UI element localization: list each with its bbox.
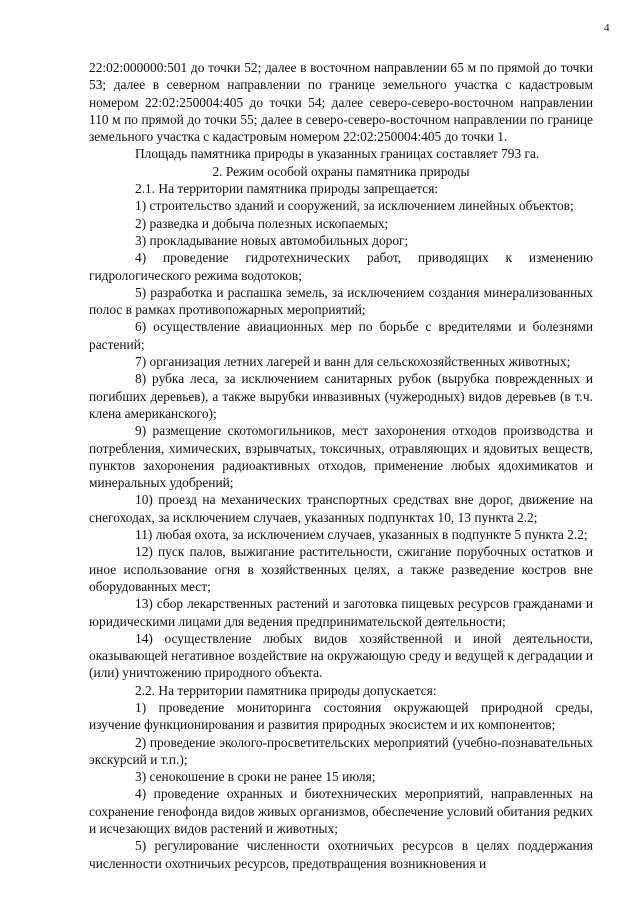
prohibited-item: 13) сбор лекарственных растений и заготовка пищевых ресурсов гражданами и юридическими лицами для ведения предпринимательской деятельности;: [89, 596, 593, 629]
allowed-intro: 2.2. На территории памятника природы допускается:: [135, 682, 437, 698]
section-heading: 2. Режим особой охраны памятника природы: [212, 163, 470, 179]
boundary-paragraph: 22:02:000000:501 до точки 52; далее в восточном направлении 65 м по прямой до точки 53; далее в северном направлении по границе земельного участка с кадастровым номером 22:02:250004:405 до точки 54; далее северо-северо-восточном направлении 110 м по прямой до точки 55; далее в северо-северо-восточном направлении по границе земельного участка с кадастровым номером 22:02:250004:405 до точки 1.: [89, 60, 593, 145]
allowed-item: 5) регулирование численности охотничьих ресурсов в целях поддержания численности охотничьих ресурсов, предотвращения возникновения и: [89, 838, 593, 871]
prohibited-item: 11) любая охота, за исключением случаев, указанных в подпункте 5 пункта 2.2;: [135, 527, 588, 543]
prohibited-item: 1) строительство зданий и сооружений, за исключением линейных объектов;: [135, 198, 574, 214]
allowed-item: 1) проведение мониторинга состояния окружающей природной среды, изучение функционирования и развития природных экосистем и их компонентов;: [89, 699, 593, 733]
allowed-item: 2) проведение эколого-просветительских мероприятий (учебно-познавательных экскурсий и т.п.);: [89, 734, 593, 767]
area-paragraph: Площадь памятника природы в указанных границах составляет 793 га.: [135, 146, 540, 162]
page-number: 4: [604, 22, 610, 34]
prohibited-item: 14) осуществление любых видов хозяйственной и иной деятельности, оказывающей негативное воздействие на окружающую среду и ведущей к деградации и (или) уничтожению природного объекта.: [89, 630, 593, 681]
prohibited-item: 8) рубка леса, за исключением санитарных рубок (вырубка поврежденных и погибших деревьев), а также вырубки инвазивных (чужеродных) видов деревьев (в т.ч. клена американского);: [89, 371, 593, 421]
prohibited-item: 12) пуск палов, выжигание растительности, сжигание порубочных остатков и иное использование огня в хозяйственных целях, а также разведение костров вне оборудованных мест;: [89, 544, 593, 594]
prohibited-intro: 2.1. На территории памятника природы запрещается:: [135, 181, 439, 197]
prohibited-item: 2) разведка и добыча полезных ископаемых;: [135, 215, 389, 231]
prohibited-item: 9) размещение скотомогильников, мест захоронения отходов производства и потребления, химических, взрывчатых, токсичных, отравляющих и ядовитых веществ, пунктов захоронения радиоактивных отходов, применение любых ядохимикатов и минеральных удобрений;: [89, 423, 593, 491]
prohibited-item: 5) разработка и распашка земель, за исключением создания минерализованных полос в рамках противопожарных мероприятий;: [89, 284, 593, 318]
allowed-item: 4) проведение охранных и биотехнических мероприятий, направленных на сохранение генофонда видов живых организмов, обеспечение условий обитания редких и исчезающих видов растений и животных;: [89, 786, 593, 837]
document-body: [89, 59, 593, 872]
prohibited-item: 7) организация летних лагерей и ванн для сельскохозяйственных животных;: [135, 354, 571, 370]
prohibited-item: 4) проведение гидротехнических работ, приводящих к изменению гидрологического режима водотоков;: [89, 250, 593, 283]
allowed-item: 3) сенокошение в сроки не ранее 15 июля;: [135, 769, 376, 785]
prohibited-item: 10) проезд на механических транспортных средствах вне дорог, движение на снегоходах, за исключением случаев, указанных подпунктах 10, 13 пункта 2.2;: [89, 492, 593, 525]
prohibited-item: 6) осуществление авиационных мер по борьбе с вредителями и болезнями растений;: [89, 319, 593, 352]
prohibited-item: 3) прокладывание новых автомобильных дорог;: [135, 232, 409, 248]
